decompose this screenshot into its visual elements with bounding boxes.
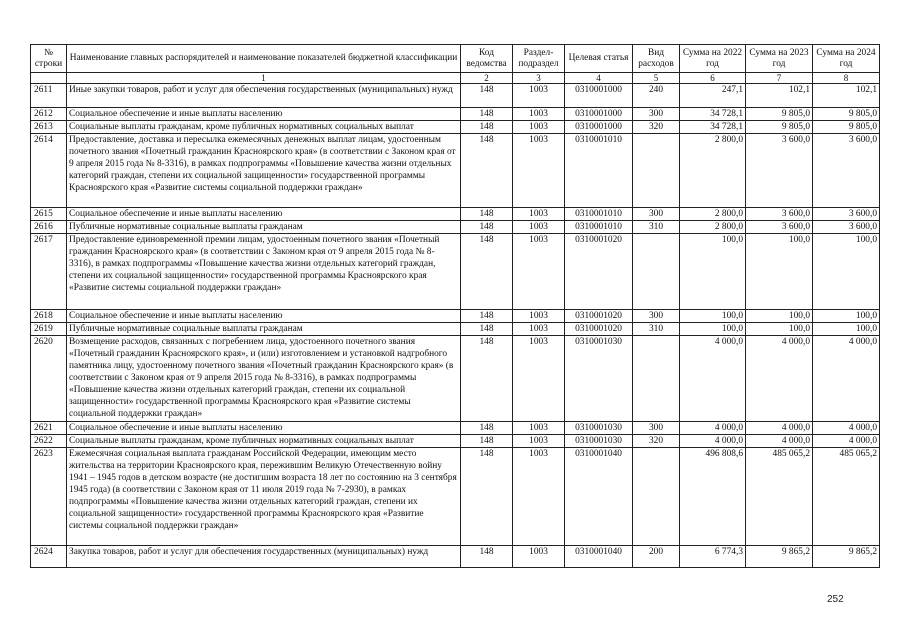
table-row — [31, 208, 880, 221]
header-expense-kind: Вид расходов — [633, 45, 680, 73]
row-sum-2022: 34 728,1 — [680, 108, 746, 121]
row-expense-kind: 300 — [633, 310, 680, 323]
row-name: Социальные выплаты гражданам, кроме публичных нормативных социальных выплат — [67, 435, 461, 448]
header-name: Наименование главных распорядителей и наименование показателей бюджетной классификации — [67, 45, 461, 73]
row-dept-code: 148 — [461, 221, 513, 234]
row-sum-2023: 485 065,2 — [746, 448, 813, 546]
row-dept-code: 148 — [461, 323, 513, 336]
column-number: 4 — [565, 73, 633, 84]
row-sum-2024: 3 600,0 — [813, 221, 880, 234]
row-sum-2022: 496 808,6 — [680, 448, 746, 546]
row-sum-2024: 485 065,2 — [813, 448, 880, 546]
row-expense-kind: 240 — [633, 84, 680, 108]
row-sum-2023: 102,1 — [746, 84, 813, 108]
row-name: Предоставление единовременной премии лицам, удостоенным почетного звания «Почетный гражданин Красноярского края» (в соответствии с Законом края от 9 апреля 2015 года № 8-3316), в рамках подпрограммы «Повышение качества жизни отдельных категорий граждан, степени их социальной защищенности» государственной программы Красноярского края «Развитие системы социальной поддержки граждан» — [67, 234, 461, 310]
row-expense-kind: 300 — [633, 208, 680, 221]
row-sum-2024: 3 600,0 — [813, 134, 880, 208]
row-dept-code: 148 — [461, 134, 513, 208]
row-sum-2024: 3 600,0 — [813, 208, 880, 221]
table-row — [31, 134, 880, 208]
row-number: 2618 — [31, 310, 67, 323]
row-section: 1003 — [513, 310, 565, 323]
row-sum-2023: 9 805,0 — [746, 108, 813, 121]
row-number: 2619 — [31, 323, 67, 336]
row-section: 1003 — [513, 134, 565, 208]
row-section: 1003 — [513, 84, 565, 108]
row-expense-kind — [633, 134, 680, 208]
row-sum-2023: 4 000,0 — [746, 336, 813, 422]
row-section: 1003 — [513, 208, 565, 221]
table-header-row — [31, 45, 880, 73]
header-sum-2022: Сумма на 2022 год — [680, 45, 746, 73]
row-number: 2623 — [31, 448, 67, 546]
row-sum-2022: 2 800,0 — [680, 208, 746, 221]
row-number: 2611 — [31, 84, 67, 108]
row-number: 2622 — [31, 435, 67, 448]
row-target: 0310001000 — [565, 108, 633, 121]
row-sum-2022: 2 800,0 — [680, 221, 746, 234]
row-section: 1003 — [513, 108, 565, 121]
row-sum-2022: 2 800,0 — [680, 134, 746, 208]
header-sum-2024: Сумма на 2024 год — [813, 45, 880, 73]
row-target: 0310001020 — [565, 234, 633, 310]
table-row — [31, 221, 880, 234]
row-name: Ежемесячная социальная выплата гражданам Российской Федерации, имеющим место жительства на территории Красноярского края, пережившим Великую Отечественную войну 1941 – 1945 годов в детском возрасте (не достигшим возраста 18 лет по состоянию на 3 сентября 1945 года) (в соответствии с Законом края от 11 июля 2019 года № 7-2930), в рамках подпрограммы «Повышение качества жизни отдельных категорий граждан, степени их социальной защищенности» государственной программы Красноярского края «Развитие системы социальной поддержки граждан» — [67, 448, 461, 546]
row-number: 2612 — [31, 108, 67, 121]
row-target: 0310001000 — [565, 84, 633, 108]
row-number: 2620 — [31, 336, 67, 422]
table-row — [31, 546, 880, 568]
row-section: 1003 — [513, 221, 565, 234]
row-expense-kind: 300 — [633, 108, 680, 121]
budget-table — [30, 44, 880, 568]
row-section: 1003 — [513, 422, 565, 435]
row-number: 2616 — [31, 221, 67, 234]
header-row-number: № строки — [31, 45, 67, 73]
column-number: 5 — [633, 73, 680, 84]
row-dept-code: 148 — [461, 84, 513, 108]
row-sum-2022: 100,0 — [680, 234, 746, 310]
row-target: 0310001030 — [565, 435, 633, 448]
row-target: 0310001040 — [565, 448, 633, 546]
row-section: 1003 — [513, 435, 565, 448]
row-sum-2023: 4 000,0 — [746, 422, 813, 435]
column-number: 2 — [461, 73, 513, 84]
row-sum-2022: 4 000,0 — [680, 435, 746, 448]
row-expense-kind: 300 — [633, 422, 680, 435]
row-sum-2024: 102,1 — [813, 84, 880, 108]
row-sum-2022: 247,1 — [680, 84, 746, 108]
row-dept-code: 148 — [461, 422, 513, 435]
row-expense-kind: 310 — [633, 323, 680, 336]
table-row — [31, 448, 880, 546]
row-sum-2022: 34 728,1 — [680, 121, 746, 134]
table-row — [31, 234, 880, 310]
header-target: Целевая статья — [565, 45, 633, 73]
row-expense-kind: 200 — [633, 546, 680, 568]
row-number: 2613 — [31, 121, 67, 134]
column-number: 7 — [746, 73, 813, 84]
table-row — [31, 84, 880, 108]
column-number-row — [31, 73, 880, 84]
row-sum-2024: 100,0 — [813, 310, 880, 323]
row-sum-2023: 100,0 — [746, 234, 813, 310]
row-sum-2023: 9 805,0 — [746, 121, 813, 134]
row-expense-kind — [633, 234, 680, 310]
row-dept-code: 148 — [461, 448, 513, 546]
table-row — [31, 422, 880, 435]
row-sum-2023: 100,0 — [746, 310, 813, 323]
row-name: Закупка товаров, работ и услуг для обеспечения государственных (муниципальных) нужд — [67, 546, 461, 568]
column-number: 8 — [813, 73, 880, 84]
row-target: 0310001040 — [565, 546, 633, 568]
row-section: 1003 — [513, 448, 565, 546]
row-sum-2022: 100,0 — [680, 323, 746, 336]
row-name: Возмещение расходов, связанных с погребением лица, удостоенного почетного звания «Почетный гражданин Красноярского края», и (или) изготовлением и установкой надгробного памятника лицу, удостоенному почетного звания «Почетный гражданин Красноярского края» (в соответствии с Законом края от 9 апреля 2015 года № 8-3316), в рамках подпрограммы «Повышение качества жизни отдельных категорий граждан, степени их социальной защищенности» государственной программы Красноярского края «Развитие системы социальной поддержки граждан» — [67, 336, 461, 422]
row-target: 0310001010 — [565, 134, 633, 208]
row-expense-kind: 320 — [633, 435, 680, 448]
row-dept-code: 148 — [461, 234, 513, 310]
row-number: 2614 — [31, 134, 67, 208]
table-row — [31, 336, 880, 422]
row-target: 0310001030 — [565, 336, 633, 422]
row-sum-2023: 3 600,0 — [746, 221, 813, 234]
column-number: 6 — [680, 73, 746, 84]
row-dept-code: 148 — [461, 336, 513, 422]
row-sum-2023: 100,0 — [746, 323, 813, 336]
row-sum-2024: 9 805,0 — [813, 108, 880, 121]
row-target: 0310001000 — [565, 121, 633, 134]
table-row — [31, 435, 880, 448]
row-target: 0310001020 — [565, 310, 633, 323]
table-row — [31, 108, 880, 121]
row-sum-2024: 4 000,0 — [813, 336, 880, 422]
row-name: Социальное обеспечение и иные выплаты населению — [67, 208, 461, 221]
row-dept-code: 148 — [461, 121, 513, 134]
row-sum-2024: 4 000,0 — [813, 435, 880, 448]
column-number — [31, 73, 67, 84]
row-sum-2024: 9 805,0 — [813, 121, 880, 134]
header-dept-code: Код ведомства — [461, 45, 513, 73]
row-sum-2022: 6 774,3 — [680, 546, 746, 568]
row-expense-kind: 320 — [633, 121, 680, 134]
page-number: 252 — [827, 594, 844, 605]
table-row — [31, 323, 880, 336]
row-dept-code: 148 — [461, 208, 513, 221]
row-sum-2024: 100,0 — [813, 323, 880, 336]
row-target: 0310001020 — [565, 323, 633, 336]
row-sum-2023: 3 600,0 — [746, 134, 813, 208]
row-dept-code: 148 — [461, 310, 513, 323]
row-name: Социальное обеспечение и иные выплаты населению — [67, 108, 461, 121]
row-dept-code: 148 — [461, 546, 513, 568]
row-sum-2022: 100,0 — [680, 310, 746, 323]
row-name: Социальное обеспечение и иные выплаты населению — [67, 422, 461, 435]
row-name: Публичные нормативные социальные выплаты гражданам — [67, 221, 461, 234]
row-name: Социальное обеспечение и иные выплаты населению — [67, 310, 461, 323]
row-section: 1003 — [513, 121, 565, 134]
row-target: 0310001010 — [565, 221, 633, 234]
row-name: Публичные нормативные социальные выплаты гражданам — [67, 323, 461, 336]
row-number: 2615 — [31, 208, 67, 221]
row-section: 1003 — [513, 546, 565, 568]
column-number: 3 — [513, 73, 565, 84]
column-number: 1 — [67, 73, 461, 84]
row-target: 0310001030 — [565, 422, 633, 435]
row-number: 2621 — [31, 422, 67, 435]
row-number: 2624 — [31, 546, 67, 568]
row-expense-kind — [633, 336, 680, 422]
table-row — [31, 310, 880, 323]
row-sum-2022: 4 000,0 — [680, 422, 746, 435]
row-section: 1003 — [513, 323, 565, 336]
row-expense-kind — [633, 448, 680, 546]
row-sum-2023: 3 600,0 — [746, 208, 813, 221]
header-section: Раздел-подраздел — [513, 45, 565, 73]
row-section: 1003 — [513, 234, 565, 310]
row-sum-2024: 100,0 — [813, 234, 880, 310]
table-row — [31, 121, 880, 134]
row-name: Иные закупки товаров, работ и услуг для обеспечения государственных (муниципальных) нужд — [67, 84, 461, 108]
row-sum-2024: 9 865,2 — [813, 546, 880, 568]
row-expense-kind: 310 — [633, 221, 680, 234]
row-dept-code: 148 — [461, 435, 513, 448]
row-number: 2617 — [31, 234, 67, 310]
row-dept-code: 148 — [461, 108, 513, 121]
row-target: 0310001010 — [565, 208, 633, 221]
row-name: Предоставление, доставка и пересылка ежемесячных денежных выплат лицам, удостоенным почетного звания «Почетный гражданин Красноярского края» (в соответствии с Законом края от 9 апреля 2015 года № 8-3316), в рамках подпрограммы «Повышение качества жизни отдельных категорий граждан, степени их социальной защищенности» государственной программы Красноярского края «Развитие системы социальной поддержки граждан» — [67, 134, 461, 208]
row-section: 1003 — [513, 336, 565, 422]
row-sum-2023: 9 865,2 — [746, 546, 813, 568]
header-sum-2023: Сумма на 2023 год — [746, 45, 813, 73]
row-sum-2024: 4 000,0 — [813, 422, 880, 435]
row-sum-2023: 4 000,0 — [746, 435, 813, 448]
row-sum-2022: 4 000,0 — [680, 336, 746, 422]
row-name: Социальные выплаты гражданам, кроме публичных нормативных социальных выплат — [67, 121, 461, 134]
